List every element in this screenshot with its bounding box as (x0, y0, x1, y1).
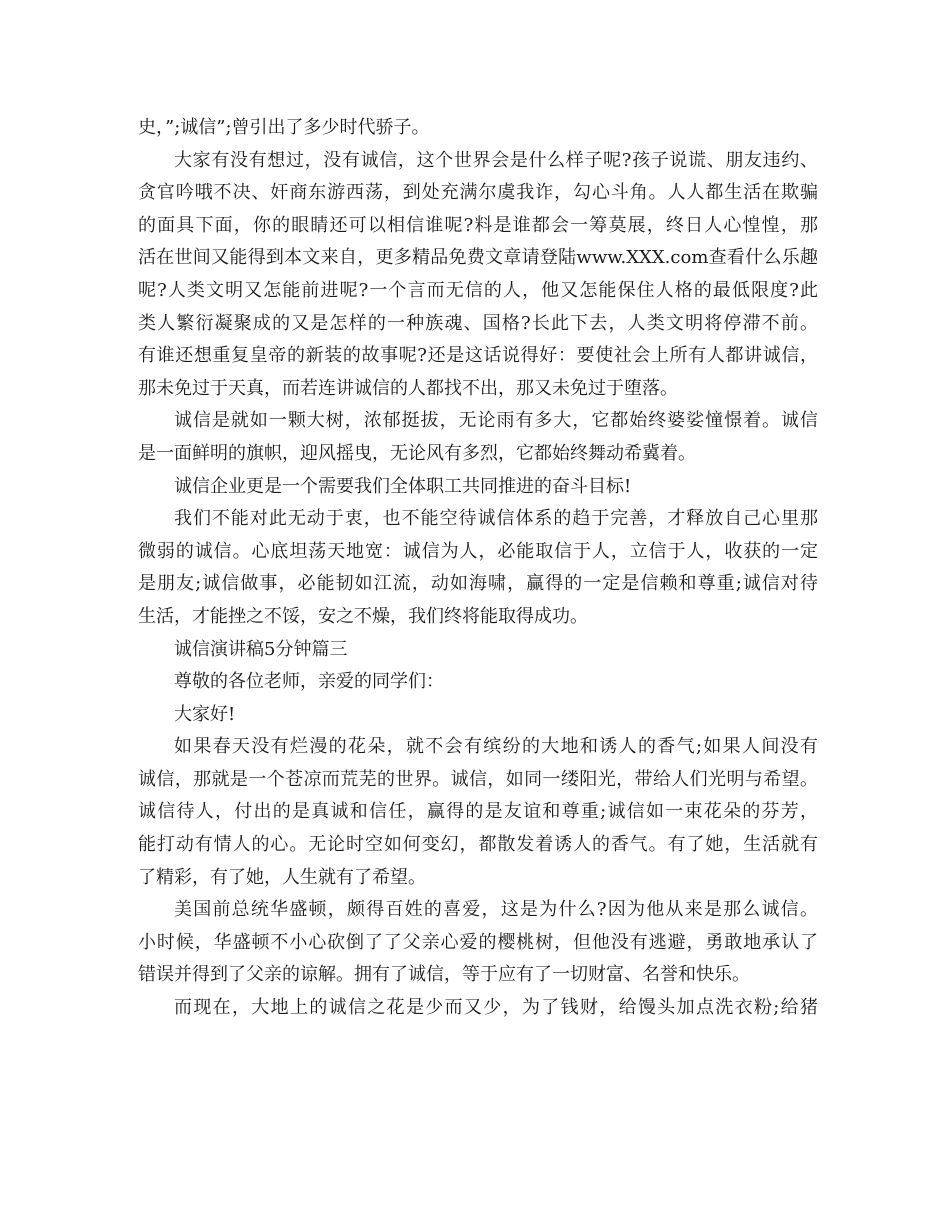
text-line: 诚信，那就是一个苍凉而荒芜的世界。诚信，如同一缕阳光，带给人们光明与希望。 (138, 768, 818, 790)
text-line: 小时候，华盛顿不小心砍倒了了父亲心爱的樱桃树，但他没有逃避，勇敢地承认了 (138, 931, 818, 953)
text-line: 贪官吟哦不决、奸商东游西荡，到处充满尔虞我诈，勾心斗角。人人都生活在欺骗 (138, 182, 818, 204)
text-line: 有谁还想重复皇帝的新装的故事呢?还是这话说得好：要使社会上所有人都讲诚信， (138, 345, 818, 367)
text-line: 是一面鲜明的旗帜，迎风摇曳，无论风有多烈，它都始终舞动希冀着。 (138, 442, 696, 464)
text-line: 史，”;诚信”;曾引出了多少时代骄子。 (138, 117, 430, 138)
text-line: 诚信待人，付出的是真诚和信任，赢得的是友谊和尊重;诚信如一束花朵的芬芳， (138, 801, 818, 823)
document-body (138, 112, 818, 1025)
text-line: 的面具下面，你的眼睛还可以相信谁呢?料是谁都会一筹莫展，终日人心惶惶，那 (138, 214, 818, 236)
text-line: 而现在，大地上的诚信之花是少而又少，为了钱财，给馒头加点洗衣粉;给猪 (174, 997, 818, 1019)
text-line: 那未免过于天真，而若连讲诚信的人都找不出，那又未免过于堕落。 (138, 377, 678, 399)
text-line: 微弱的诚信。心底坦荡天地宽：诚信为人，必能取信于人，立信于人，收获的一定 (138, 540, 818, 562)
text-line: 错误并得到了父亲的谅解。拥有了诚信，等于应有了一切财富、名誉和快乐。 (138, 964, 750, 986)
text-line: 类人繁衍凝聚成的又是怎样的一种族魂、国格?长此下去，人类文明将停滞不前。 (138, 312, 818, 334)
text-line: 诚信企业更是一个需要我们全体职工共同推进的奋斗目标! (174, 475, 632, 497)
text-line: 如果春天没有烂漫的花朵，就不会有缤纷的大地和诱人的香气;如果人间没有 (174, 736, 818, 758)
text-line: 生活，才能挫之不馁，安之不燥，我们终将能取得成功。 (138, 605, 588, 627)
text-line: 了精彩，有了她，人生就有了希望。 (138, 866, 426, 888)
text-line: 我们不能对此无动于衷，也不能空待诚信体系的趋于完善，才释放自己心里那 (174, 508, 818, 530)
text-line: 大家好! (174, 703, 236, 725)
text-line: 是朋友;诚信做事，必能韧如江流，动如海啸，赢得的一定是信赖和尊重;诚信对待 (138, 573, 818, 595)
text-line: 活在世间又能得到本文来自，更多精品免费文章请登陆www.XXX.com查看什么乐趣 (138, 247, 818, 269)
text-line: 能打动有情人的心。无论时空如何变幻，都散发着诱人的香气。有了她，生活就有 (138, 834, 818, 856)
text-line: 诚信是就如一颗大树，浓郁挺拔，无论雨有多大，它都始终婆娑憧憬着。诚信 (174, 410, 818, 432)
text-line: 诚信演讲稿5分钟篇三 (174, 638, 348, 660)
text-line: 尊敬的各位老师，亲爱的同学们： (174, 671, 444, 693)
text-line: 大家有没有想过，没有诚信，这个世界会是什么样子呢?孩子说谎、朋友违约、 (174, 149, 818, 171)
text-line: 呢?人类文明又怎能前进呢?一个言而无信的人，他又怎能保住人格的最低限度?此 (138, 279, 818, 301)
text-line: 美国前总统华盛顿，颇得百姓的喜爱，这是为什么?因为他从来是那么诚信。 (174, 899, 818, 921)
